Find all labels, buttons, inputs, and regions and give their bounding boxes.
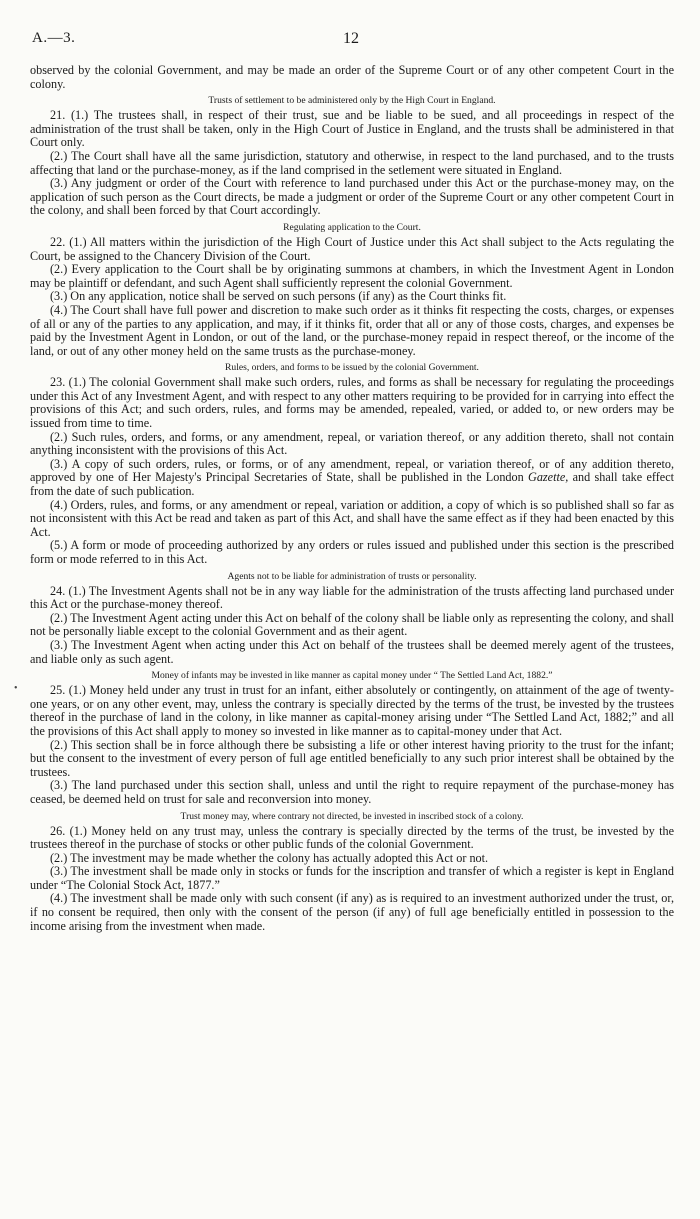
section-paragraph — [30, 458, 674, 499]
section-paragraph: observed by the colonial Government, and may be made an order of the Supreme Court or of any other competent Court in the colony. — [30, 63, 674, 91]
section-paragraph: (2.) The Court shall have all the same jurisdiction, statutory and otherwise, in respect to the land purchased, and to the trusts affecting that land or the purchase-money, as if the land comprised in the setlement were situated in England. — [30, 148, 674, 177]
section-side-heading: Regulating application to the Court. — [283, 221, 421, 233]
section-paragraph: (3.) On any application, notice shall be served on such persons (if any) as the Court thinks fit. — [50, 289, 507, 304]
section-paragraph: (3.) The investment shall be made only in stocks or funds for the inscription and transfer of which a register is kept in England under “The Colonial Stock Act, 1877.” — [30, 864, 674, 892]
section-paragraph: (2.) Such rules, orders, and forms, or any amendment, repeal, or variation thereof, or any addition thereto, shall not contain anything inconsistent with the provisions of this Act. — [30, 429, 674, 458]
section-paragraph: 21. (1.) The trustees shall, in respect of their trust, sue and be liable to be sued, and all proceedings in respect of the administration of the trust shall be taken, only in the High Court of Justice in England, and the trusts shall be administered in that Court only. — [30, 108, 674, 150]
section-paragraph: (3.) Any judgment or order of the Court with reference to land purchased under this Act or the purchase-money may, on the application of such person as the Court directs, be made a judgment or order of the Supreme Court or any other competent Court in the colony, and shall been forced by that Court accordingly. — [30, 176, 674, 218]
section-side-heading: Rules, orders, and forms to be issued by the colonial Government. — [225, 362, 479, 374]
section-paragraph: (4.) The investment shall be made only with such consent (if any) as is required to an investment authorized under the trust, or, if no consent be required, then only with the consent of the person (if any) of full age beneficially entitled in possession to the income arising from the investment when made. — [30, 891, 674, 933]
section-paragraph: (4.) Orders, rules, and forms, or any amendment or repeal, variation or addition, a copy of which is so published shall so far as not inconsistent with this Act be read and taken as part of this Act, and shall have the same effect as if they had been enacted by this Act. — [30, 497, 674, 539]
section-paragraph: 25. (1.) Money held under any trust in trust for an infant, either absolutely or contingently, on attainment of the age of twenty-one years, or on any other event, may, unless the contrary is specially directed by the terms of the trust, be invested by the trustees thereof in the purchase of land in the colony, in like manner as capital-money arising under “The Settled Land Act, 1882;” and all the provisions of this Act shall apply to money so invested in like manner as to capital-money under that Act. — [30, 683, 674, 738]
document-reference: A.—3. — [32, 30, 76, 46]
section-paragraph: (2.) Every application to the Court shall be by originating summons at chambers, in which the Investment Agent in London may be plaintiff or defendant, and such Agent shall sufficiently represent the colonial Government. — [30, 262, 674, 290]
section-paragraph: (4.) The Court shall have full power and discretion to make such order as it thinks fit respecting the costs, charges, or expenses of all or any of the parties to any application, and may, if it thinks fit, order that all or any of those costs, charges, and expenses be paid by the Investment Agent in London, or out of the land, or the purchase-money repaid in respect thereof, or the income of the land, or out of any other money held on the same trusts as the purchase-money. — [30, 302, 674, 358]
document-body — [30, 64, 674, 933]
section-paragraph: (5.) A form or mode of proceeding authorized by any orders or rules issued and published under this section is the prescribed form or mode referred to in this Act. — [30, 538, 674, 566]
section-paragraph: (2.) The investment may be made whether the colony has actually adopted this Act or not. — [50, 850, 489, 865]
section-side-heading: Trust money may, where contrary not directed, be invested in inscribed stock of a colony. — [180, 810, 524, 822]
paragraph-text: (3.) A copy of such orders, rules, or forms, or of any amendment, repeal, or variation thereof, or of any addition thereto, approved by one of Her Majesty's Principal Secretaries of State, shall be published in the London — [30, 456, 674, 485]
section-side-heading: Trusts of settlement to be administered only by the High Court in England. — [208, 95, 496, 107]
page-header — [32, 30, 670, 52]
section-paragraph: 26. (1.) Money held on any trust may, unless the contrary is specially directed by the terms of the trust, be invested by the trustees thereof in the purchase of stocks or other public funds of the colonial Government. — [30, 823, 674, 852]
section-paragraph: 22. (1.) All matters within the jurisdiction of the High Court of Justice under this Act shall subject to the Acts regulating the Court, be assigned to the Chancery Division of the Court. — [30, 234, 674, 263]
section-paragraph: 23. (1.) The colonial Government shall make such orders, rules, and forms as shall be necessary for regulating the proceedings under this Act of any Investment Agent, and with respect to any other matters requiring to be provided for in carrying into effect the provisions of this Act; and such orders, rules, and forms may be amended, repealed, varied, or added to, or new orders may be issued from time to time. — [30, 375, 674, 431]
section-paragraph: (3.) The Investment Agent when acting under this Act on behalf of the trustees shall be deemed merely agent of the trustees, and liable only as such agent. — [30, 637, 674, 666]
page-number: 12 — [343, 30, 359, 47]
gazette-title: Gazette, — [528, 470, 569, 485]
section-side-heading: Money of infants may be invested in like manner as capital money under “ The Settled Land Act, 1882.” — [151, 670, 553, 682]
section-paragraph: (3.) The land purchased under this section shall, unless and until the right to require repayment of the purchase-money has ceased, be deemed held on trust for sale and reconversion into money. — [30, 778, 674, 806]
margin-mark: • — [14, 683, 18, 694]
section-paragraph: 24. (1.) The Investment Agents shall not be in any way liable for the administration of the trusts affecting land purchased under this Act or the purchase-money thereof. — [30, 583, 674, 612]
section-side-heading: Agents not to be liable for administration of trusts or personality. — [227, 570, 477, 582]
paragraph-text: and shall take effect from the date of such publication. — [30, 470, 674, 499]
section-paragraph: (2.) The Investment Agent acting under this Act on behalf of the colony shall be liable only as representing the colony, and shall not be personally liable except to the colonial Government and as their agent. — [30, 610, 674, 639]
section-paragraph: (2.) This section shall be in force although there be subsisting a life or other interest having priority to the trust for the infant; but the consent to the investment of every person of full age entitled beneficially to any such prior interest shall be obtained by the trustees. — [30, 737, 674, 779]
